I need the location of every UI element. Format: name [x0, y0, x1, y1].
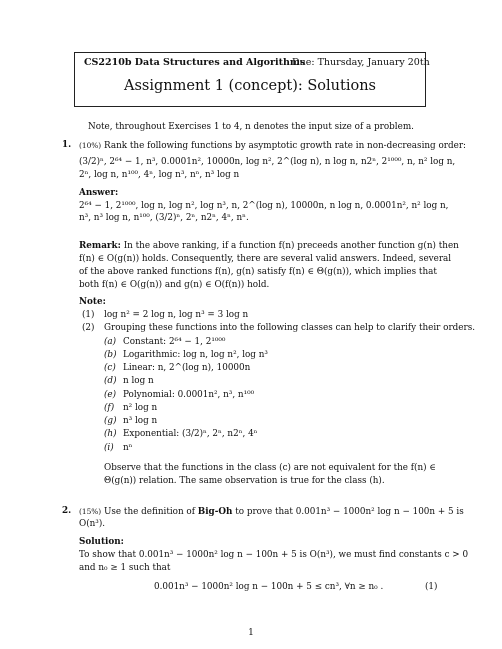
q1-note1: log n² = 2 log n, log n³ = 3 log n: [104, 310, 249, 320]
q1-remark-text1: In the above ranking, if a function f(n) preceeds another function g(n) then: [123, 241, 459, 251]
class-tag: (h): [104, 429, 117, 439]
class-text: Polynomial: 0.0001n², n³, n¹⁰⁰: [123, 390, 255, 400]
q1-observe-line1: Observe that the functions in the class (c) are not equivalent for the f(n) ∈: [104, 463, 436, 473]
q1-note2-num: (2): [82, 323, 95, 333]
q1-answer-line1: 2⁶⁴ − 1, 2¹⁰⁰⁰, log n, log n², log n³, n, 2^(log n), 10000n, n log n, 0.0001n², n² log n,: [79, 201, 449, 211]
assignment-title: Assignment 1 (concept): Solutions: [124, 78, 376, 94]
q2-prompt-pre: Use the definition of: [104, 507, 198, 517]
q1-note2: Grouping these functions into the following classes can help to clarify their orders.: [104, 323, 476, 333]
q2-equation-tag: (1): [425, 582, 438, 592]
q1-remark-label: Remark:: [79, 241, 121, 251]
class-text: n log n: [123, 376, 154, 386]
class-tag: (i): [104, 443, 114, 453]
q1-remark-line1: [79, 241, 459, 252]
class-text: n³ log n: [123, 416, 158, 426]
q2-number: 2.: [62, 506, 72, 516]
q1-prompt-line: [79, 140, 466, 152]
q2-solution-label: Solution:: [79, 537, 124, 547]
q2-prompt-line2: O(n³).: [79, 519, 106, 529]
q2-solution-line2: and n₀ ≥ 1 such that: [79, 563, 171, 573]
class-text: Constant: 2⁶⁴ − 1, 2¹⁰⁰⁰: [123, 337, 226, 347]
class-text: Linear: n, 2^(log n), 10000n: [123, 363, 251, 373]
q1-prompt: Rank the following functions by asymptotic growth rate in non-decreasing order:: [104, 141, 466, 151]
q1-remark-line4: both f(n) ∈ O(g(n)) and g(n) ∈ O(f(n)) hold.: [79, 280, 270, 290]
class-tag: (f): [104, 403, 115, 413]
q1-weight: (10%): [79, 141, 102, 150]
class-tag: (b): [104, 350, 117, 360]
due-date: Due: Thursday, January 20th: [292, 57, 430, 68]
q1-remark-line3: of the above ranked functions f(n), g(n) satisfy f(n) ∈ Θ(g(n)), which implies that: [79, 267, 437, 277]
class-text: Exponential: (3/2)ⁿ, 2ⁿ, n2ⁿ, 4ⁿ: [123, 429, 258, 439]
class-tag: (c): [104, 363, 116, 373]
q1-note1-num: (1): [82, 310, 95, 320]
class-tag: (d): [104, 376, 117, 386]
q1-answer-line2: n³, n³ log n, n¹⁰⁰, (3/2)ⁿ, 2ⁿ, n2ⁿ, 4ⁿ, nⁿ.: [79, 213, 249, 223]
intro-note: Note, throughout Exercises 1 to 4, n denotes the input size of a problem.: [88, 122, 414, 132]
q1-number: 1.: [62, 140, 72, 150]
class-text: nⁿ: [123, 443, 133, 453]
class-tag: (a): [104, 337, 117, 347]
q1-answer-label: Answer:: [79, 188, 119, 198]
q2-weight: (15%): [79, 507, 102, 516]
q2-prompt-bold: Big-Oh: [197, 507, 233, 517]
class-tag: (e): [104, 390, 117, 400]
q2-prompt-post: to prove that 0.001n³ − 1000n² log n − 100n + 5 is: [232, 507, 464, 517]
q2-equation: 0.001n³ − 1000n² log n − 100n + 5 ≤ cn³, ∀n ≥ n₀ .: [154, 582, 384, 592]
q2-solution-line1: To show that 0.001n³ − 1000n² log n − 100n + 5 is O(n³), we must find constants c > 0: [79, 550, 469, 560]
q1-remark-line2: f(n) ∈ O(g(n)) holds. Consequently, there are several valid answers. Indeed, several: [79, 254, 452, 264]
q1-functions-line1: (3/2)ⁿ, 2⁶⁴ − 1, n³, 0.0001n², 10000n, log n², 2^(log n), n log n, n2ⁿ, 2¹⁰⁰⁰, n, n² log n,: [79, 157, 456, 167]
class-text: n² log n: [123, 403, 158, 413]
q1-functions-line2: 2ⁿ, log n, n¹⁰⁰, 4ⁿ, log n³, nⁿ, n³ log n: [79, 170, 240, 180]
class-tag: (g): [104, 416, 117, 426]
class-text: Logarithmic: log n, log n², log n³: [123, 350, 268, 360]
page-number: 1: [248, 628, 254, 638]
course-name: CS2210b Data Structures and Algorithms: [84, 57, 306, 68]
q1-note-label: Note:: [79, 297, 106, 307]
q1-observe-line2: Θ(g(n)) relation. The same observation is true for the class (h).: [104, 476, 385, 486]
q2-prompt-line1: [79, 506, 464, 518]
